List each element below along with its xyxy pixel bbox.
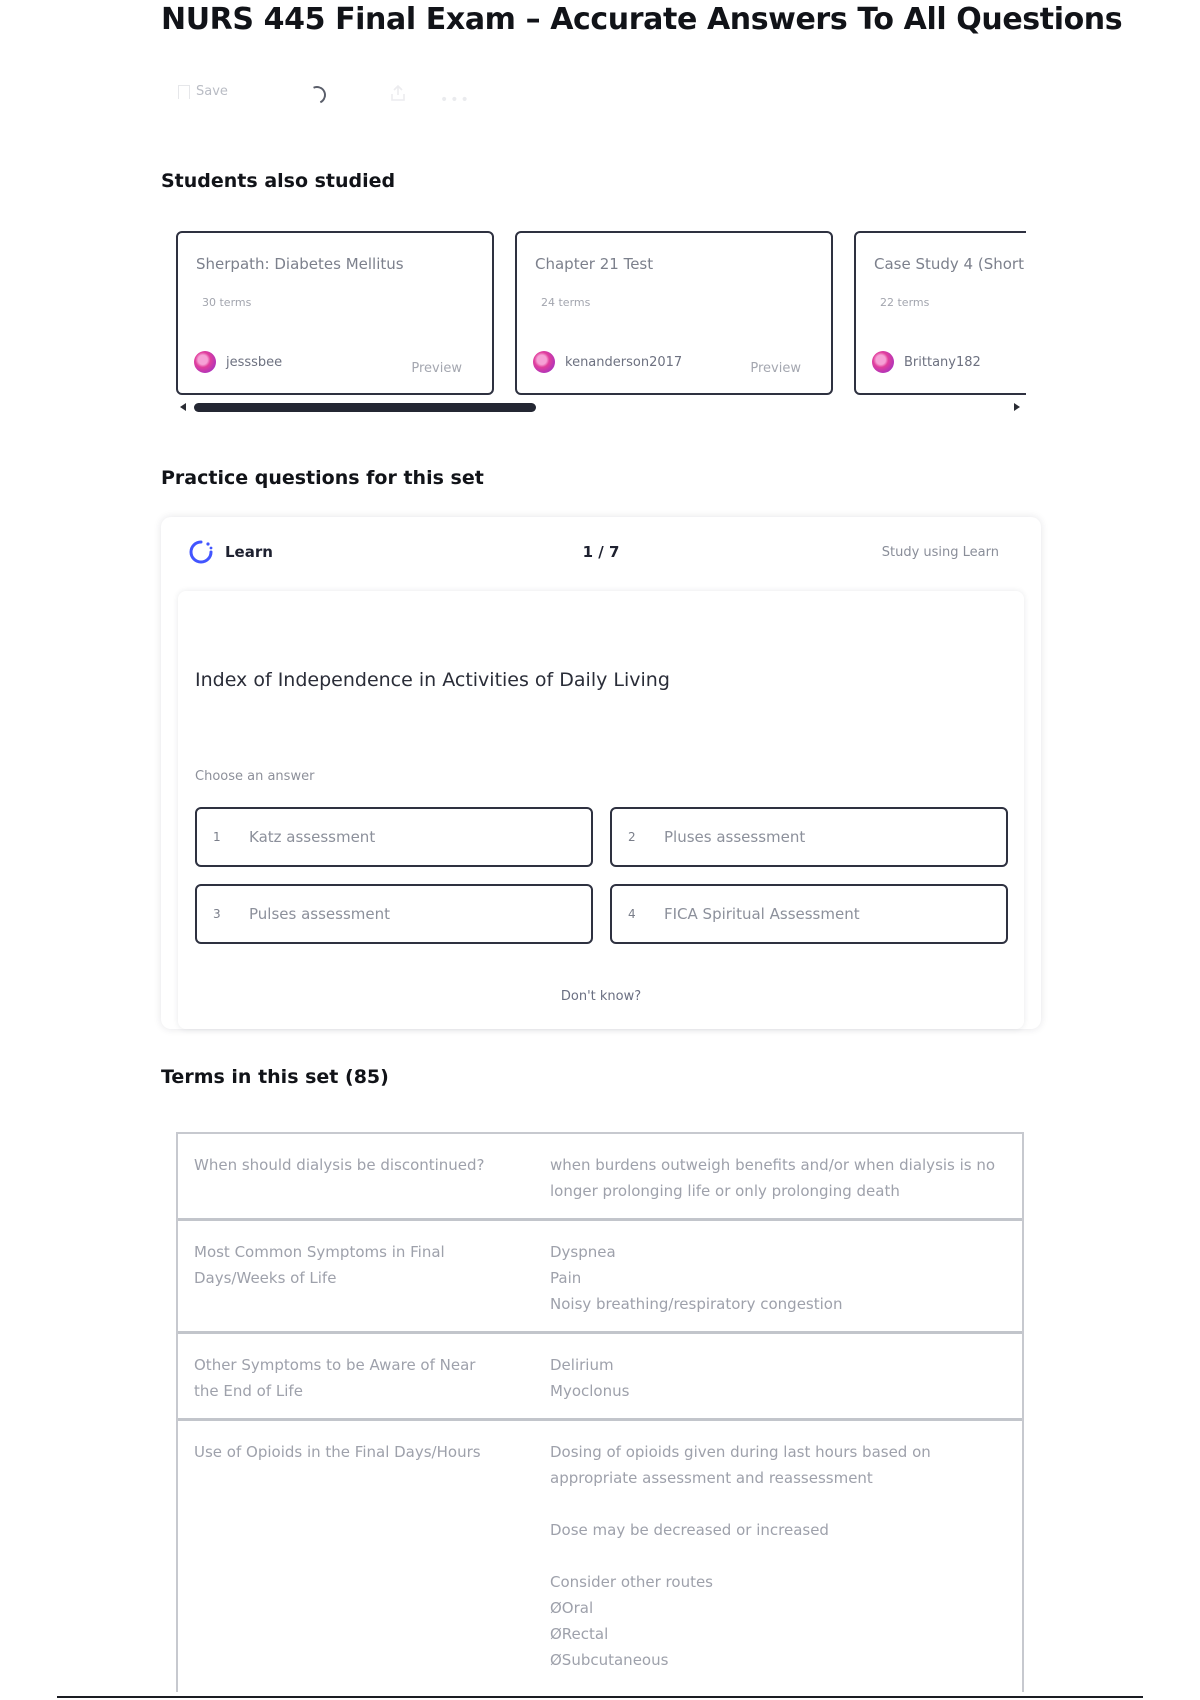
definition-line: Dyspnea bbox=[550, 1243, 616, 1261]
study-using-learn-link[interactable]: Study using Learn bbox=[881, 545, 999, 560]
term-row bbox=[178, 1221, 1022, 1334]
term-definition bbox=[550, 1352, 1000, 1404]
study-set-card[interactable] bbox=[176, 231, 494, 395]
card-user bbox=[872, 351, 981, 373]
terms-heading: Terms in this set (85) bbox=[161, 1066, 389, 1088]
scroll-left-icon[interactable] bbox=[180, 403, 186, 411]
card-title: Sherpath: Diabetes Mellitus bbox=[196, 255, 404, 273]
card-term-count: 30 terms bbox=[202, 296, 252, 309]
carousel-scrollbar[interactable] bbox=[180, 400, 1020, 414]
card-title: Chapter 21 Test bbox=[535, 255, 654, 273]
term-row bbox=[178, 1134, 1022, 1221]
definition-line: when burdens outweigh benefits and/or when dialysis is no longer prolonging life or only prolonging death bbox=[550, 1156, 996, 1200]
term-definition bbox=[550, 1239, 1000, 1317]
learn-panel bbox=[161, 517, 1041, 1029]
scrollbar-thumb[interactable] bbox=[194, 403, 536, 412]
share-icon[interactable] bbox=[390, 84, 406, 102]
term-text: Most Common Symptoms in Final Days/Weeks of Life bbox=[194, 1243, 445, 1287]
definition-line: Consider other routes bbox=[550, 1573, 714, 1591]
option-text: Pluses assessment bbox=[664, 828, 806, 846]
card-preview-button[interactable]: Preview bbox=[750, 361, 801, 376]
option-number: 2 bbox=[628, 830, 636, 844]
save-button[interactable] bbox=[178, 84, 228, 99]
card-preview-button[interactable]: Preview bbox=[411, 361, 462, 376]
study-sets-carousel bbox=[176, 229, 1026, 405]
dont-know-button[interactable]: Don't know? bbox=[560, 989, 642, 1004]
option-number: 1 bbox=[213, 830, 221, 844]
definition-line: Dose may be decreased or increased bbox=[550, 1521, 829, 1539]
option-text: Katz assessment bbox=[249, 828, 376, 846]
practice-questions-heading: Practice questions for this set bbox=[161, 467, 484, 489]
answer-option[interactable] bbox=[195, 807, 593, 867]
option-number: 3 bbox=[213, 907, 221, 921]
save-label: Save bbox=[196, 84, 228, 99]
term-definition bbox=[550, 1152, 1000, 1204]
question-text: Index of Independence in Activities of Daily Living bbox=[195, 669, 670, 691]
option-number: 4 bbox=[628, 907, 636, 921]
terms-table bbox=[176, 1132, 1024, 1692]
card-user bbox=[533, 351, 682, 373]
term-text: Use of Opioids in the Final Days/Hours bbox=[194, 1443, 481, 1461]
definition-line: Delirium bbox=[550, 1356, 614, 1374]
page-title: NURS 445 Final Exam – Accurate Answers To All Questions bbox=[161, 2, 1123, 37]
card-username: kenanderson2017 bbox=[565, 354, 683, 370]
bookmark-icon bbox=[178, 85, 190, 99]
option-text: FICA Spiritual Assessment bbox=[664, 905, 860, 923]
definition-line: ØOral bbox=[550, 1599, 594, 1617]
question-card bbox=[178, 591, 1024, 1029]
avatar bbox=[533, 351, 555, 373]
term-row bbox=[178, 1421, 1022, 1692]
scroll-right-icon[interactable] bbox=[1014, 403, 1020, 411]
answer-option[interactable] bbox=[195, 884, 593, 944]
term-definition bbox=[550, 1439, 1000, 1673]
answer-option[interactable] bbox=[610, 884, 1008, 944]
term-text: Other Symptoms to be Aware of Near the End of Life bbox=[194, 1356, 476, 1400]
card-term-count: 22 terms bbox=[880, 296, 930, 309]
card-username: Brittany182 bbox=[904, 354, 981, 370]
learn-header bbox=[161, 517, 1041, 577]
choose-answer-label: Choose an answer bbox=[195, 769, 315, 784]
learn-label: Learn bbox=[225, 543, 273, 561]
card-title: Case Study 4 (Short bbox=[874, 255, 1024, 273]
term-text: When should dialysis be discontinued? bbox=[194, 1156, 485, 1174]
card-username: jesssbee bbox=[226, 354, 283, 370]
definition-line bbox=[550, 1543, 1000, 1569]
definition-line bbox=[550, 1491, 1000, 1517]
definition-line: Noisy breathing/respiratory congestion bbox=[550, 1295, 843, 1313]
students-also-studied-heading: Students also studied bbox=[161, 170, 396, 192]
study-set-card[interactable] bbox=[854, 231, 1026, 395]
definition-line: ØRectal bbox=[550, 1625, 609, 1643]
study-set-card[interactable] bbox=[515, 231, 833, 395]
answer-option[interactable] bbox=[610, 807, 1008, 867]
more-icon[interactable]: ••• bbox=[440, 92, 471, 108]
card-term-count: 24 terms bbox=[541, 296, 591, 309]
bottom-divider bbox=[57, 1696, 1143, 1698]
avatar bbox=[872, 351, 894, 373]
spinner-icon bbox=[305, 83, 328, 106]
question-progress: 1 / 7 bbox=[582, 543, 620, 561]
definition-line: Myoclonus bbox=[550, 1382, 630, 1400]
option-text: Pulses assessment bbox=[249, 905, 390, 923]
definition-line: ØSubcutaneous bbox=[550, 1651, 669, 1669]
avatar bbox=[194, 351, 216, 373]
card-user bbox=[194, 351, 282, 373]
term-row bbox=[178, 1334, 1022, 1421]
definition-line: Pain bbox=[550, 1269, 582, 1287]
definition-line: Dosing of opioids given during last hours based on appropriate assessment and reassessment bbox=[550, 1443, 931, 1487]
